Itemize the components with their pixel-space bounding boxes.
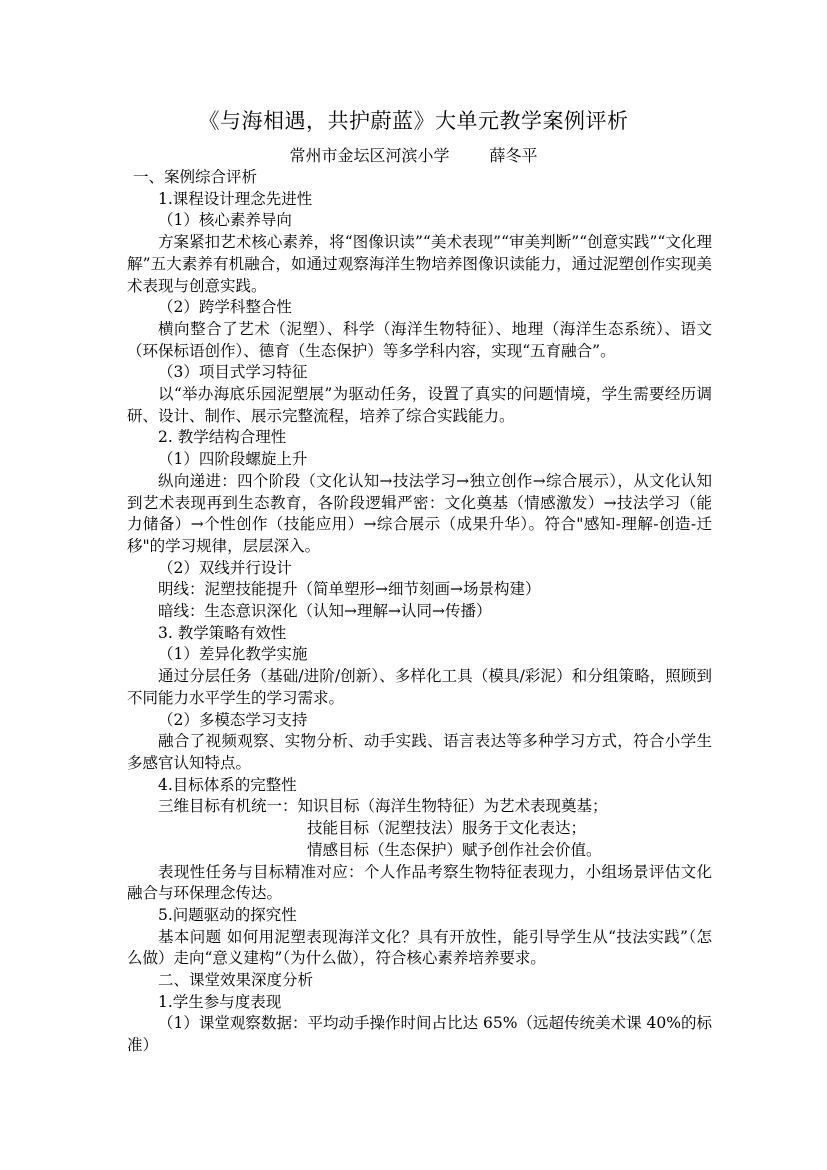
document-title: 《与海相遇，共护蔚蓝》大单元教学案例评析 — [198, 109, 629, 133]
subsection-heading: 2. 教学结构合理性 — [158, 428, 287, 447]
body-paragraph: 纵向递进：四个阶段（文化认知→技法学习→独立创作→综合展示），从文化认知到艺术表现再到生态教育，各阶段逻辑严密：文化奠基（情感激发）→技法学习（能力储备）→个性创作（技能应用）→综合展示（成果升华）。符合"感知-理解-创造-迁移"的学习规律，层层深入。 — [127, 471, 712, 555]
subsection-heading: 4.目标体系的完整性 — [158, 775, 297, 794]
point-heading: （2）多模态学习支持 — [158, 710, 308, 729]
school-name: 常州市金坛区河滨小学 — [289, 146, 450, 165]
body-paragraph: 融合了视频观察、实物分析、动手实践、语言表达等多种学习方式，符合小学生多感官认知特点。 — [127, 732, 712, 772]
author-name: 薛冬平 — [489, 146, 538, 165]
subsection-heading: 1.学生参与度表现 — [158, 992, 282, 1011]
point-heading: （1）差异化教学实施 — [158, 645, 308, 664]
document-body — [127, 167, 712, 1057]
point-heading: （3）项目式学习特征 — [158, 363, 308, 382]
subsection-heading: 5.问题驱动的探究性 — [158, 905, 297, 924]
body-paragraph: 横向整合了艺术（泥塑）、科学（海洋生物特征）、地理（海洋生态系统）、语文（环保标语创作）、德育（生态保护）等多学科内容，实现“五育融合”。 — [127, 319, 712, 360]
author-line — [0, 145, 827, 167]
section-heading: 一、案例综合评析 — [133, 168, 258, 186]
point-heading: （2）跨学科整合性 — [158, 298, 292, 317]
subsection-heading: 3. 教学策略有效性 — [158, 623, 287, 642]
body-paragraph: 基本问题 如何用泥塑表现海洋文化？具有开放性，能引导学生从“技法实践”（怎么做）走向“意义建构”（为什么做），符合核心素养培养要求。 — [127, 927, 712, 968]
subsection-heading: 二、课堂效果深度分析 — [158, 971, 314, 990]
goal-continuation-line: 技能目标（泥塑技法）服务于文化表达； — [307, 819, 587, 838]
body-paragraph: 以“举办海底乐园泥塑展”为驱动任务，设置了真实的问题情境，学生需要经历调研、设计、制作、展示完整流程，培养了综合实践能力。 — [127, 385, 712, 425]
indented-line: 暗线：生态意识深化（认知→理解→认同→传播） — [158, 602, 492, 621]
goal-continuation-line: 情感目标（生态保护）赋予创作社会价值。 — [307, 840, 602, 859]
subsection-heading: 1.课程设计理念先进性 — [158, 189, 313, 208]
point-heading: （1）核心素养导向 — [158, 211, 292, 230]
body-paragraph: 方案紧扣艺术核心素养，将“图像识读”“美术表现”“审美判断”“创意实践”“文化理解”五大素养有机融合，如通过观察海洋生物培养图像识读能力，通过泥塑创作实现美术表现与创意实践。 — [127, 233, 712, 295]
body-paragraph: 通过分层任务（基础/进阶/创新）、多样化工具（模具/彩泥）和分组策略，照顾到不同能力水平学生的学习需求。 — [127, 667, 712, 707]
indented-line: 明线：泥塑技能提升（简单塑形→细节刻画→场景构建） — [158, 580, 541, 599]
indented-line: 三维目标有机统一：知识目标（海洋生物特征）为艺术表现奠基； — [158, 797, 608, 816]
body-paragraph: 表现性任务与目标精准对应：个人作品考察生物特征表现力，小组场景评估文化融合与环保理念传达。 — [127, 862, 712, 903]
point-heading: （1）四阶段螺旋上升 — [158, 450, 308, 469]
point-heading: （2）双线并行设计 — [158, 558, 292, 577]
body-paragraph: （1）课堂观察数据：平均动手操作时间占比达 65%（远超传统美术课 40%的标准） — [127, 1014, 712, 1055]
